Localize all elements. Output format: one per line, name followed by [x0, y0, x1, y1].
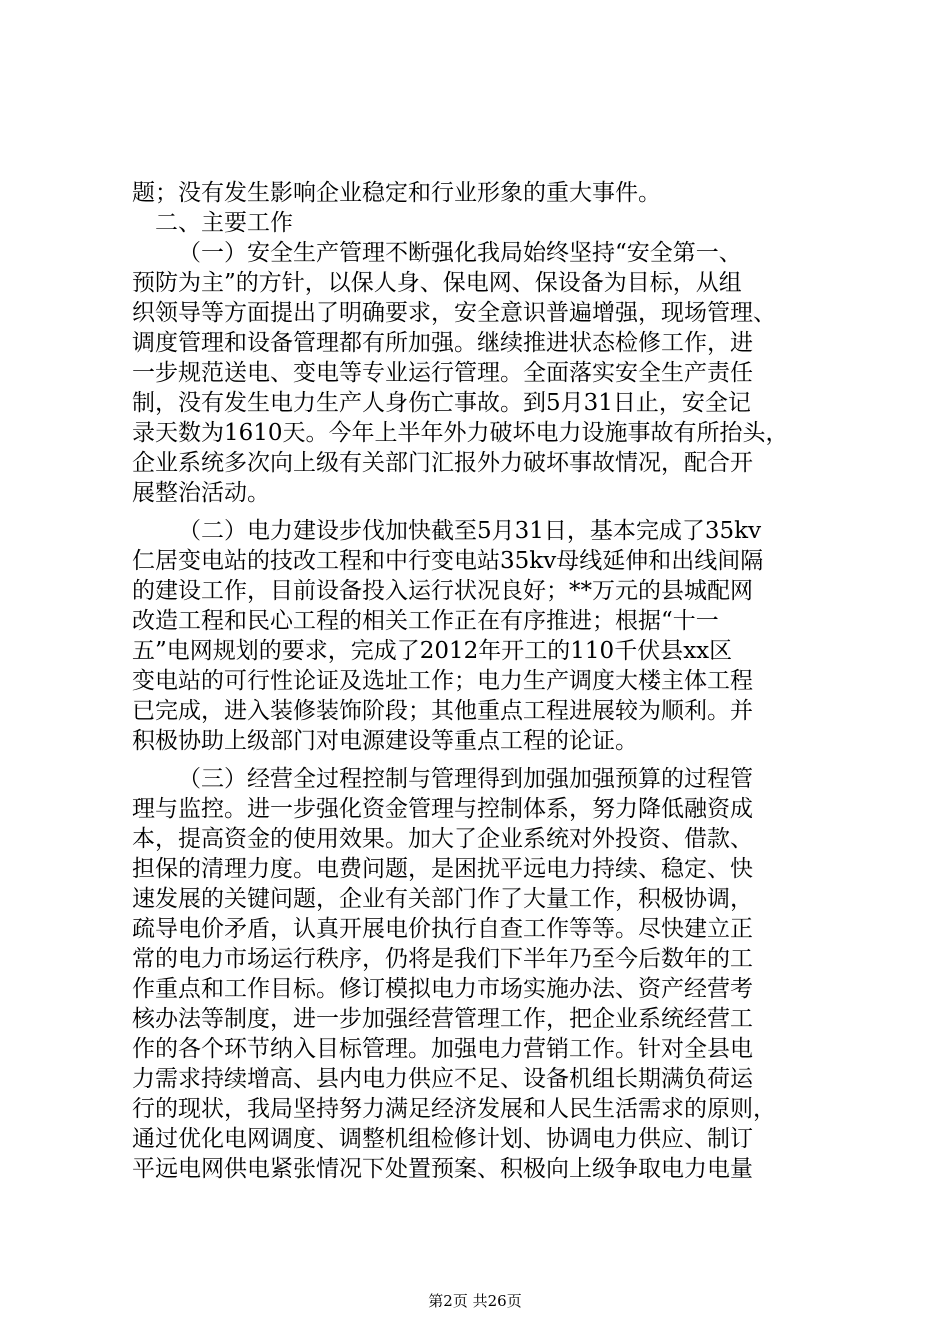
text-line: 本，提高资金的使用效果。加大了企业系统对外投资、借款、 — [132, 826, 753, 852]
text-line: 的建设工作，目前设备投入运行状况良好；**万元的县城配网 — [132, 578, 753, 604]
text-line: 调度管理和设备管理都有所加强。继续推进状态检修工作，进 — [132, 330, 753, 356]
text-line: 一步规范送电、变电等专业运行管理。全面落实安全生产责任 — [132, 360, 753, 386]
text-line: 织领导等方面提出了明确要求，安全意识普遍增强，现场管理、 — [132, 300, 776, 326]
text-line: 制，没有发生电力生产人身伤亡事故。到5月31日止，安全记 — [132, 390, 751, 416]
text-line: 常的电力市场运行秩序，仍将是我们下半年乃至今后数年的工 — [132, 946, 753, 972]
text-line: 积极协助上级部门对电源建设等重点工程的论证。 — [132, 728, 638, 754]
text-line: 担保的清理力度。电费问题，是困扰平远电力持续、稳定、快 — [132, 856, 753, 882]
text-line: 变电站的可行性论证及选址工作；电力生产调度大楼主体工程 — [132, 668, 753, 694]
text-line: 疏导电价矛盾，认真开展电价执行自查工作等等。尽快建立正 — [132, 916, 753, 942]
text-line: 作的各个环节纳入目标管理。加强电力营销工作。针对全县电 — [132, 1036, 753, 1062]
text-line: 五”电网规划的要求，完成了2012年开工的110千伏县xx区 — [132, 638, 733, 664]
text-line: 通过优化电网调度、调整机组检修计划、协调电力供应、制订 — [132, 1126, 753, 1152]
text-line: 行的现状，我局坚持努力满足经济发展和人民生活需求的原则， — [132, 1096, 776, 1122]
text-line: 企业系统多次向上级有关部门汇报外力破坏事故情况，配合开 — [132, 450, 753, 476]
text-line: 已完成，进入装修装饰阶段；其他重点工程进展较为顺利。并 — [132, 698, 753, 724]
text-line: 平远电网供电紧张情况下处置预案、积极向上级争取电力电量 — [132, 1156, 753, 1182]
text-line: 录天数为1610天。今年上半年外力破坏电力设施事故有所抬头， — [132, 420, 789, 446]
text-line: 仁居变电站的技改工程和中行变电站35kv母线延伸和出线间隔 — [132, 548, 764, 574]
text-line: 理与监控。进一步强化资金管理与控制体系，努力降低融资成 — [132, 796, 753, 822]
text-line: （二）电力建设步伐加快截至5月31日，基本完成了35kv — [178, 518, 762, 544]
text-line: 展整治活动。 — [132, 480, 270, 506]
section-heading: 二、主要工作 — [155, 210, 293, 236]
text-line: 题；没有发生影响企业稳定和行业形象的重大事件。 — [132, 180, 661, 206]
text-line: （三）经营全过程控制与管理得到加强加强预算的过程管 — [178, 766, 753, 792]
text-line: 预防为主”的方针，以保人身、保电网、保设备为目标，从组 — [132, 270, 742, 296]
page-footer: 第2页 共26页 — [428, 1292, 522, 1310]
text-line: 作重点和工作目标。修订模拟电力市场实施办法、资产经营考 — [132, 976, 753, 1002]
text-line: 核办法等制度，进一步加强经营管理工作，把企业系统经营工 — [132, 1006, 753, 1032]
text-line: 力需求持续增高、县内电力供应不足、设备机组长期满负荷运 — [132, 1066, 753, 1092]
text-line: （一）安全生产管理不断强化我局始终坚持“安全第一、 — [178, 240, 742, 266]
text-line: 改造工程和民心工程的相关工作正在有序推进；根据“十一 — [132, 608, 719, 634]
text-line: 速发展的关键问题，企业有关部门作了大量工作，积极协调， — [132, 886, 753, 912]
